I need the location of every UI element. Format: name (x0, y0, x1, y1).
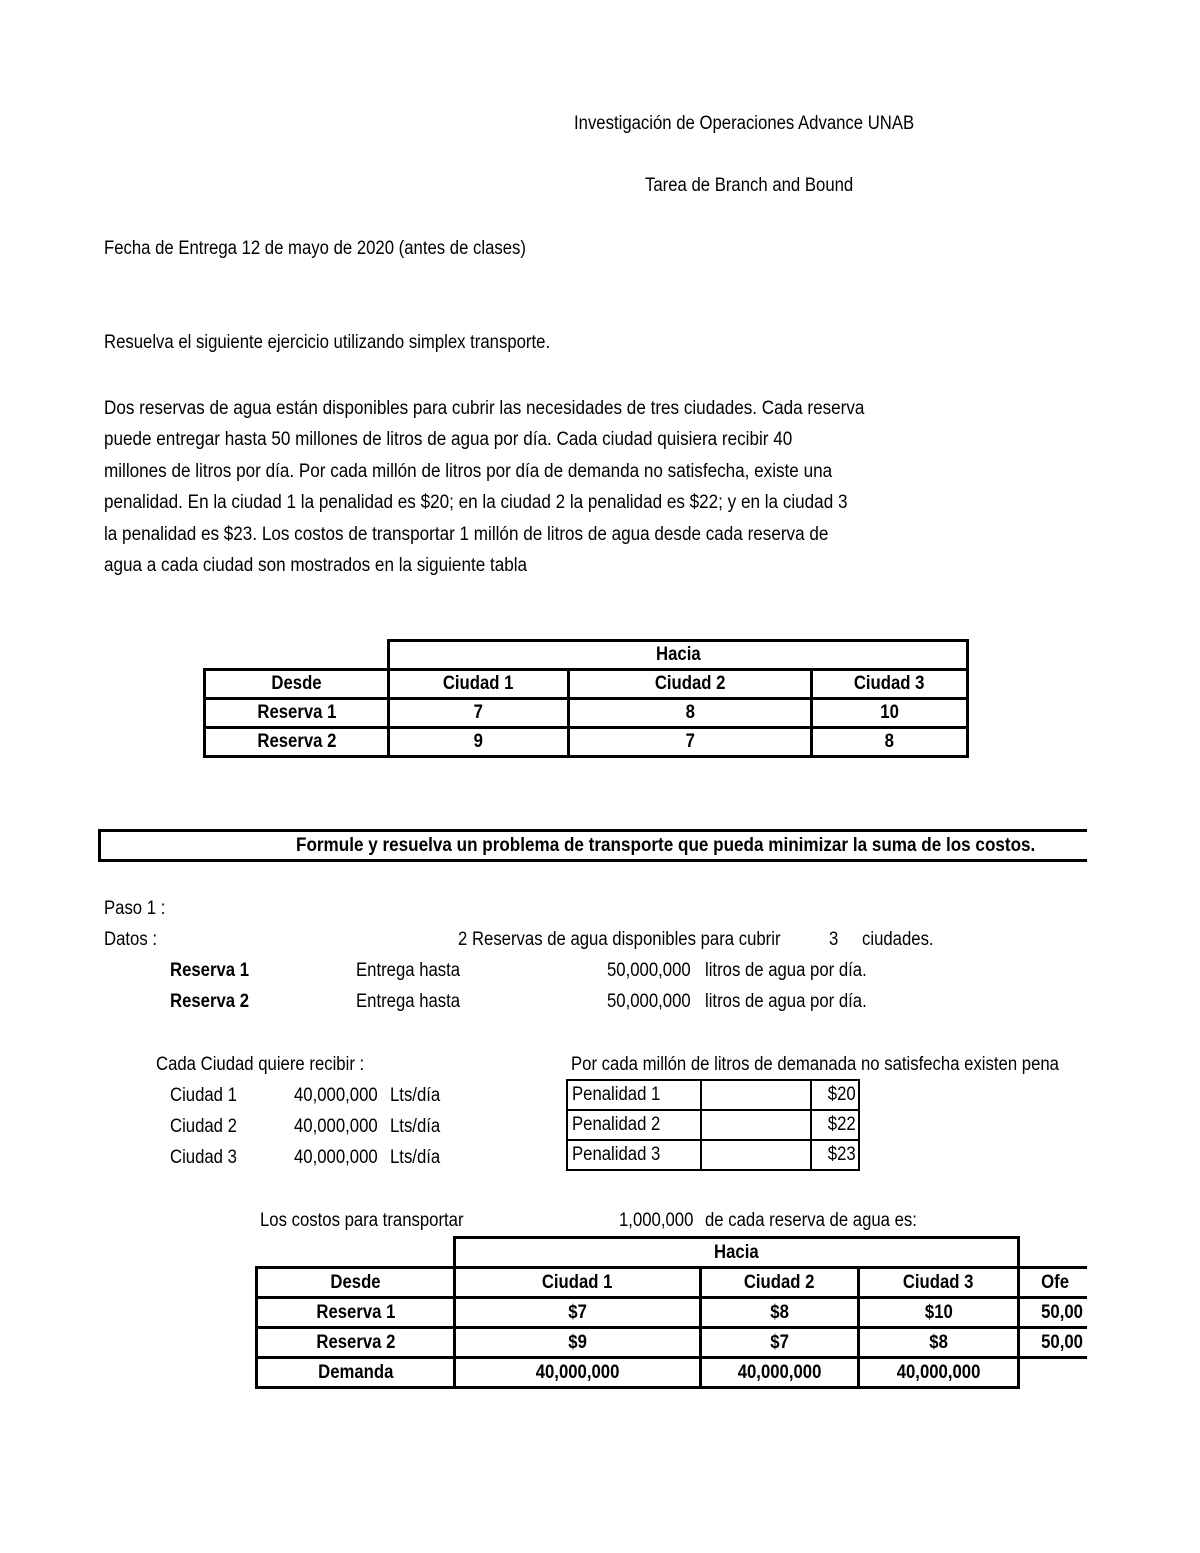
table-cell (701, 1140, 811, 1170)
column-header: Desde (257, 1268, 455, 1298)
table-row (567, 1080, 859, 1110)
table-cell: $8 (701, 1298, 859, 1328)
table-row (567, 1110, 859, 1140)
column-header: Ciudad 2 (569, 670, 812, 699)
table-row (257, 1328, 1139, 1358)
column-header: Ofe (1019, 1268, 1139, 1298)
task-text: Formule y resuelva un problema de transporte que pueda minimizar la suma de los costos. (296, 835, 1036, 856)
table-cell: 40,000,000 (859, 1358, 1019, 1388)
penalty-label: Penalidad 3 (567, 1140, 701, 1170)
reserva-name: Reserva 1 (170, 960, 250, 981)
column-header: Ciudad 1 (455, 1268, 701, 1298)
demand-unit: Lts/día (390, 1085, 441, 1106)
table-header-row (205, 670, 968, 699)
reserva-amount: 50,000,000 (607, 991, 691, 1012)
page-edge-mask (1087, 0, 1200, 1553)
problem-statement (104, 393, 984, 581)
table-cell: 50,00 (1019, 1298, 1139, 1328)
column-header: Ciudad 2 (701, 1268, 859, 1298)
reserva-name: Reserva 2 (170, 991, 250, 1012)
problem-line: la penalidad es $23. Los costos de transportar 1 millón de litros de agua desde cada reserva de (104, 523, 829, 545)
demand-amount: 40,000,000 (294, 1116, 378, 1137)
penalty-title: Por cada millón de litros de demanada no satisfecha existen pena (571, 1054, 1059, 1075)
column-header: Ciudad 1 (389, 670, 569, 699)
demand-city: Ciudad 2 (170, 1116, 237, 1137)
table-row (205, 699, 968, 728)
reserva-amount: 50,000,000 (607, 960, 691, 981)
penalty-value: $20 (811, 1080, 859, 1110)
penalty-label: Penalidad 1 (567, 1080, 701, 1110)
column-header: Desde (205, 670, 389, 699)
transport-amount: 1,000,000 (619, 1210, 694, 1231)
demand-city: Ciudad 1 (170, 1085, 237, 1106)
table-row (257, 1358, 1139, 1388)
table-row (567, 1140, 859, 1170)
table-cell: Reserva 2 (257, 1328, 455, 1358)
datos-sentence: 2 Reservas de agua disponibles para cubrir (458, 929, 781, 950)
paso-label: Paso 1 : (104, 898, 166, 919)
transport-intro: Los costos para transportar (260, 1210, 464, 1231)
penalty-table (566, 1079, 860, 1171)
table-cell: 9 (389, 728, 569, 757)
table-cell: 7 (569, 728, 812, 757)
penalty-value: $22 (811, 1110, 859, 1140)
table-cell: $9 (455, 1328, 701, 1358)
datos-sentence-end: ciudades. (862, 929, 934, 950)
column-header: Ciudad 3 (812, 670, 968, 699)
reserva-delivers: Entrega hasta (356, 991, 461, 1012)
demand-city: Ciudad 3 (170, 1147, 237, 1168)
problem-line: puede entregar hasta 50 millones de litros de agua por día. Cada ciudad quisiera recibir 40 (104, 429, 793, 451)
table-cell: 10 (812, 699, 968, 728)
problem-line: agua a cada ciudad son mostrados en la siguiente tabla (104, 555, 528, 577)
reserva-unit: litros de agua por día. (705, 960, 867, 981)
table-row (257, 1298, 1139, 1328)
table-cell: $7 (701, 1328, 859, 1358)
table-cell: Reserva 1 (257, 1298, 455, 1328)
table-cell: 40,000,000 (701, 1358, 859, 1388)
table-corner (205, 641, 389, 670)
problem-line: millones de litros por día. Por cada millón de litros por día de demanda no satisfecha, existe una (104, 460, 833, 482)
demand-title: Cada Ciudad quiere recibir : (156, 1054, 365, 1075)
transport-intro-end: de cada reserva de agua es: (705, 1210, 917, 1231)
datos-label: Datos : (104, 929, 157, 950)
cost-table (203, 639, 969, 758)
table-cell: 8 (569, 699, 812, 728)
hacia-header: Hacia (455, 1238, 1019, 1268)
problem-line: penalidad. En la ciudad 1 la penalidad es $20; en la ciudad 2 la penalidad es $22; y en la ciudad 3 (104, 492, 848, 514)
table-cell: 8 (812, 728, 968, 757)
reserva-delivers: Entrega hasta (356, 960, 461, 981)
table-cell: 40,000,000 (455, 1358, 701, 1388)
penalty-label: Penalidad 2 (567, 1110, 701, 1140)
table-cell: $10 (859, 1298, 1019, 1328)
table-cell: Reserva 1 (205, 699, 389, 728)
table-cell: $7 (455, 1298, 701, 1328)
table-cell (701, 1110, 811, 1140)
problem-line: Dos reservas de agua están disponibles para cubrir las necesidades de tres ciudades. Cada reserva (104, 398, 865, 419)
column-header: Ciudad 3 (859, 1268, 1019, 1298)
cities-count: 3 (829, 929, 839, 950)
penalty-value: $23 (811, 1140, 859, 1170)
due-date: Fecha de Entrega 12 de mayo de 2020 (antes de clases) (104, 238, 526, 259)
transport-table (255, 1236, 1139, 1389)
demand-amount: 40,000,000 (294, 1085, 378, 1106)
table-cell (701, 1080, 811, 1110)
table-cell: 7 (389, 699, 569, 728)
table-cell: Demanda (257, 1358, 455, 1388)
demand-amount: 40,000,000 (294, 1147, 378, 1168)
course-title: Investigación de Operaciones Advance UNAB (574, 113, 915, 134)
hacia-header: Hacia (389, 641, 968, 670)
table-cell: 50,00 (1019, 1328, 1139, 1358)
demand-unit: Lts/día (390, 1116, 441, 1137)
table-cell: $8 (859, 1328, 1019, 1358)
task-box (98, 829, 1091, 862)
table-row (205, 728, 968, 757)
assignment-title: Tarea de Branch and Bound (645, 175, 854, 196)
table-corner (257, 1238, 455, 1268)
demand-unit: Lts/día (390, 1147, 441, 1168)
table-header-row (257, 1268, 1139, 1298)
reserva-unit: litros de agua por día. (705, 991, 867, 1012)
instruction: Resuelva el siguiente ejercicio utilizando simplex transporte. (104, 332, 551, 353)
table-cell: Reserva 2 (205, 728, 389, 757)
